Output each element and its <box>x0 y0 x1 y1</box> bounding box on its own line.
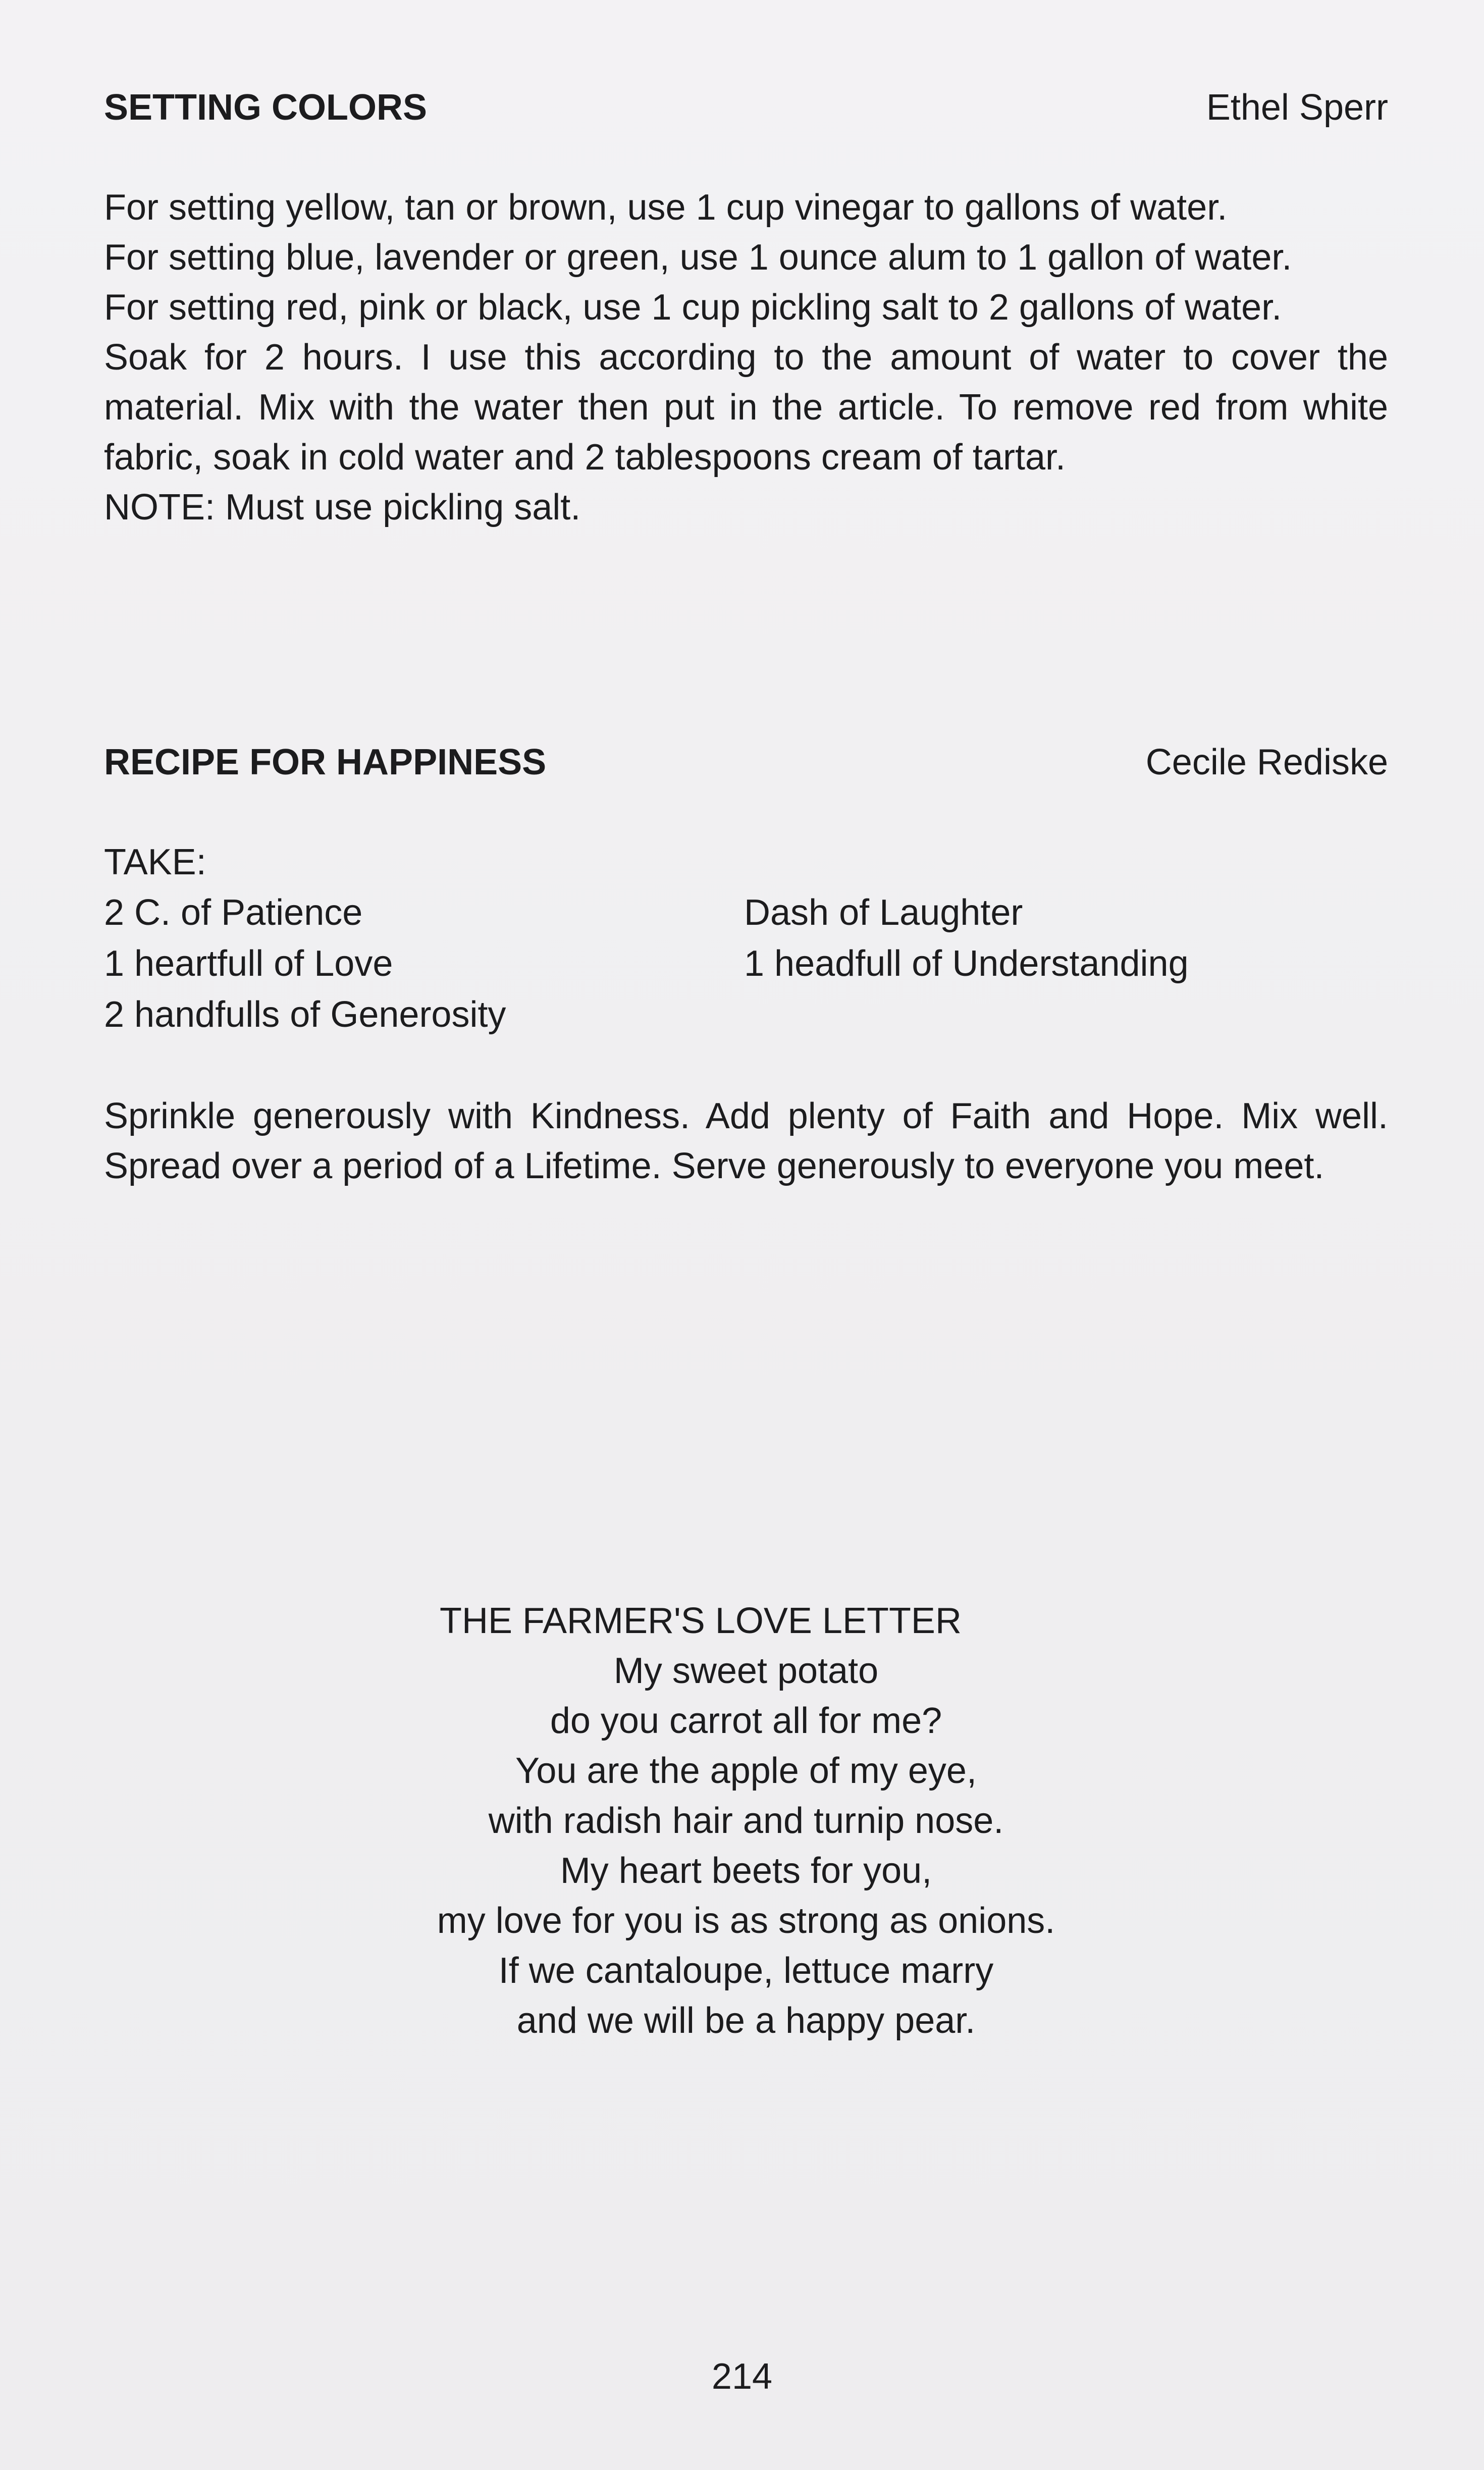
poem-line: do you carrot all for me? <box>550 1701 942 1741</box>
poem-line: You are the apple of my eye, <box>515 1751 977 1791</box>
poem-line: and we will be a happy pear. <box>516 2001 976 2041</box>
setting-colors-body <box>104 183 1388 533</box>
recipe-for-happiness-author: Cecile Rediske <box>1145 742 1388 782</box>
setting-colors-section <box>104 83 1388 533</box>
farmers-love-letter-poem <box>104 1596 1388 2046</box>
setting-colors-note: NOTE: Must use pickling salt. <box>104 487 581 528</box>
ingredients-list <box>104 887 1388 1040</box>
recipe-for-happiness-title: RECIPE FOR HAPPINESS <box>104 742 547 782</box>
ingredient-item: 2 C. of Patience <box>104 892 363 933</box>
page-number: 214 <box>711 2356 773 2397</box>
poem-title: THE FARMER'S LOVE LETTER <box>440 1601 962 1641</box>
ingredient-item <box>744 989 1388 1040</box>
poem-line: with radish hair and turnip nose. <box>488 1801 1004 1841</box>
setting-colors-paragraph: For setting yellow, tan or brown, use 1 cup vinegar to gallons of water. <box>104 187 1228 228</box>
setting-colors-paragraph: For setting blue, lavender or green, use 1 ounce alum to 1 gallon of water. <box>104 237 1292 278</box>
poem-line: My heart beets for you, <box>560 1851 932 1891</box>
ingredient-item: 2 handfulls of Generosity <box>104 994 506 1035</box>
setting-colors-heading <box>104 83 1388 132</box>
setting-colors-paragraph: Soak for 2 hours. I use this according to the amount of water to cover the material. Mix with the water then put in the article. To remove red from white fabric, soak in cold water and 2 tablespoons cream of tartar. <box>104 337 1388 478</box>
setting-colors-paragraph: For setting red, pink or black, use 1 cup pickling salt to 2 gallons of water. <box>104 287 1282 328</box>
poem-line: my love for you is as strong as onions. <box>437 1901 1055 1941</box>
setting-colors-author: Ethel Sperr <box>1206 87 1388 128</box>
take-label: TAKE: <box>104 842 206 882</box>
poem-line: If we cantaloupe, lettuce marry <box>498 1951 994 1991</box>
ingredient-item: Dash of Laughter <box>744 892 1023 933</box>
setting-colors-title: SETTING COLORS <box>104 87 428 128</box>
recipe-for-happiness-heading <box>104 738 1388 786</box>
recipe-for-happiness-directions: Sprinkle generously with Kindness. Add plenty of Faith and Hope. Mix well. Spread over a period of a Lifetime. Serve generously to everyone you meet. <box>104 1096 1388 1186</box>
ingredient-item: 1 heartfull of Love <box>104 943 393 984</box>
ingredient-item: 1 headfull of Understanding <box>744 943 1189 984</box>
poem-line: My sweet potato <box>613 1651 879 1691</box>
recipe-for-happiness-section <box>104 738 1388 1191</box>
